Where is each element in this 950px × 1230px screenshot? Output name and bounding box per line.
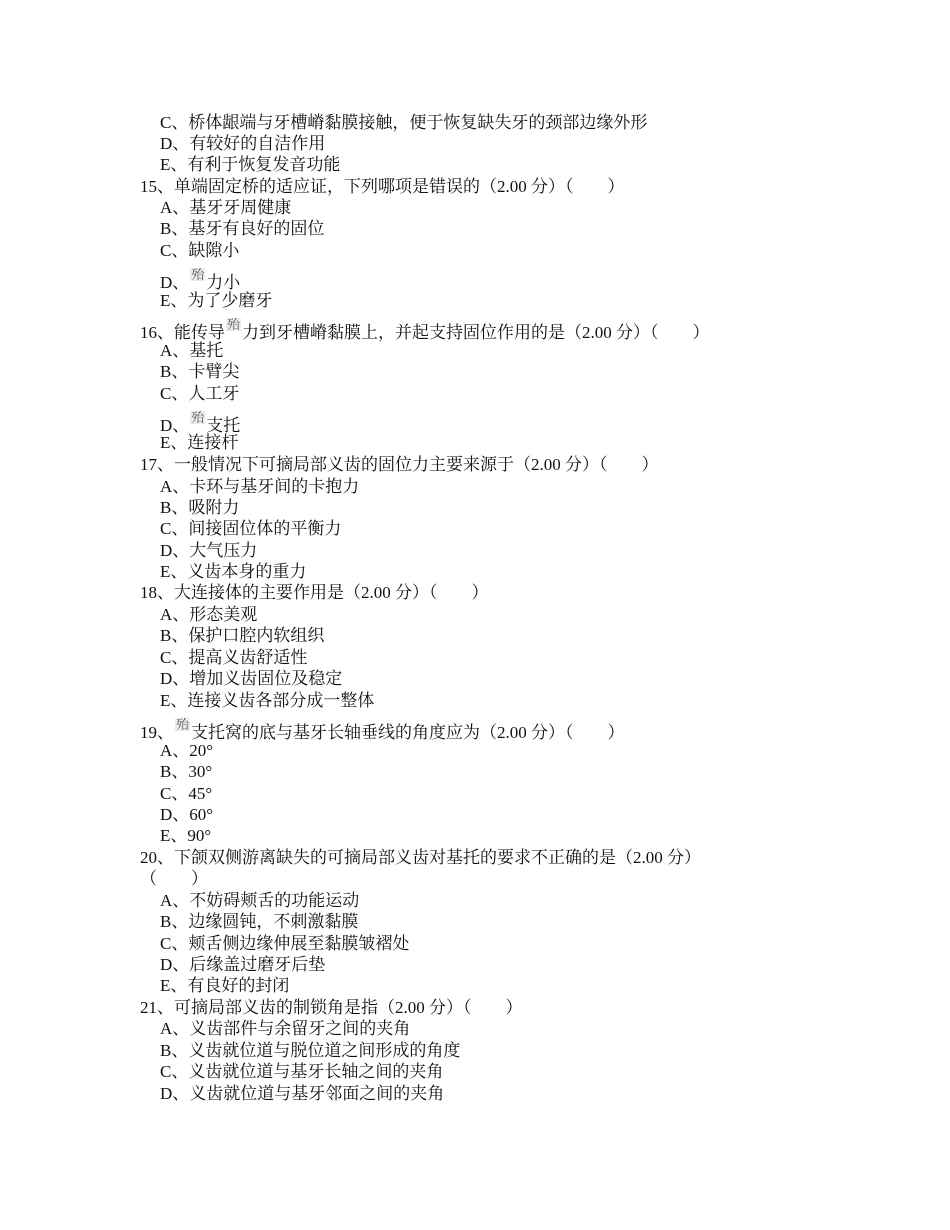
option-line: C、人工牙 xyxy=(160,384,240,403)
option-line: A、形态美观 xyxy=(160,605,258,624)
option-line: C、提高义齿舒适性 xyxy=(160,648,308,667)
option-line: D、增加义齿固位及稳定 xyxy=(160,669,343,688)
option-line: B、义齿就位道与脱位道之间形成的角度 xyxy=(160,1041,461,1060)
question-18: 18、大连接体的主要作用是（2.00 分）（ ） xyxy=(140,583,489,602)
option-line: B、边缘圆钝，不刺激黏膜 xyxy=(160,912,359,931)
option-line: E、有利于恢复发音功能 xyxy=(160,155,341,174)
option-line: A、基牙牙周健康 xyxy=(160,198,292,217)
option-line: C、义齿就位道与基牙长轴之间的夹角 xyxy=(160,1062,444,1081)
question-text: 支托窝的底与基牙长轴垂线的角度应为（2.00 分）（ ） xyxy=(191,723,625,742)
question-prefix: 19、 xyxy=(140,723,174,742)
rare-character-glyph: 殆 xyxy=(227,317,241,332)
question-20: 20、下颌双侧游离缺失的可摘局部义齿对基托的要求不正确的是（2.00 分） xyxy=(140,848,701,867)
option-line: D、大气压力 xyxy=(160,541,258,560)
option-line: A、基托 xyxy=(160,341,224,360)
option-line: E、有良好的封闭 xyxy=(160,976,290,995)
question-15: 15、单端固定桥的适应证，下列哪项是错误的（2.00 分）（ ） xyxy=(140,177,625,196)
option-line: D、后缘盖过磨牙后垫 xyxy=(160,955,326,974)
question-17: 17、一般情况下可摘局部义齿的固位力主要来源于（2.00 分）（ ） xyxy=(140,455,659,474)
option-line: A、卡环与基牙间的卡抱力 xyxy=(160,477,360,496)
option-line: E、连接杆 xyxy=(160,433,239,452)
option-line: D、60° xyxy=(160,805,214,824)
option-line: B、保护口腔内软组织 xyxy=(160,626,325,645)
answer-parentheses: （ ） xyxy=(140,869,208,888)
rare-character-glyph: 殆 xyxy=(191,410,205,425)
question-19 xyxy=(140,718,625,740)
option-line: E、90° xyxy=(160,826,212,845)
option-line: B、吸附力 xyxy=(160,498,240,517)
option-line: E、连接义齿各部分成一整体 xyxy=(160,691,375,710)
option-text: 支托 xyxy=(206,416,241,435)
option-line: A、20° xyxy=(160,741,214,760)
option-prefix: D、 xyxy=(160,273,190,292)
option-line: C、间接固位体的平衡力 xyxy=(160,519,342,538)
option-line: C、缺隙小 xyxy=(160,241,240,260)
option-text: 力小 xyxy=(206,273,241,292)
option-line: B、卡臂尖 xyxy=(160,362,240,381)
option-line: E、义齿本身的重力 xyxy=(160,562,307,581)
option-line xyxy=(160,268,240,290)
option-line: A、义齿部件与余留牙之间的夹角 xyxy=(160,1019,411,1038)
option-line: C、颊舌侧边缘伸展至黏膜皱褶处 xyxy=(160,934,410,953)
question-text: 力到牙槽嵴黏膜上，并起支持固位作用的是（2.00 分）（ ） xyxy=(242,323,710,342)
rare-character-glyph: 殆 xyxy=(176,717,190,732)
option-prefix: D、 xyxy=(160,416,190,435)
option-line: B、基牙有良好的固位 xyxy=(160,219,325,238)
option-line: D、义齿就位道与基牙邻面之间的夹角 xyxy=(160,1084,445,1103)
question-prefix: 16、能传导 xyxy=(140,323,225,342)
option-line: C、45° xyxy=(160,784,213,803)
question-16 xyxy=(140,318,710,340)
question-21: 21、可摘局部义齿的制锁角是指（2.00 分）（ ） xyxy=(140,998,523,1017)
rare-character-glyph: 殆 xyxy=(191,267,205,282)
option-line: E、为了少磨牙 xyxy=(160,291,273,310)
option-line: D、有较好的自洁作用 xyxy=(160,134,326,153)
option-line: B、30° xyxy=(160,762,213,781)
option-line: C、桥体龈端与牙槽嵴黏膜接触，便于恢复缺失牙的颈部边缘外形 xyxy=(160,113,648,132)
option-line xyxy=(160,411,240,433)
option-line: A、不妨碍颊舌的功能运动 xyxy=(160,891,360,910)
